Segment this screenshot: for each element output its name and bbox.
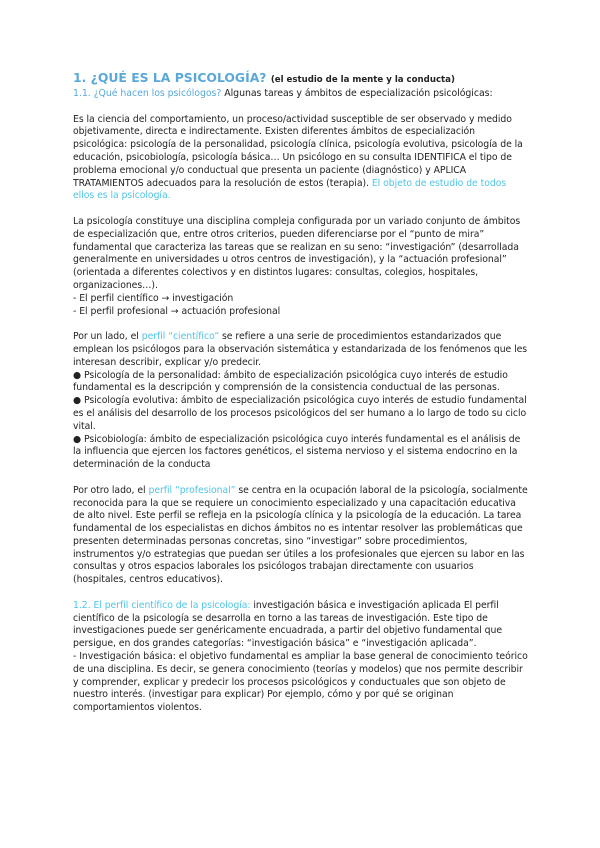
paragraph-disciplina: La psicología constituye una disciplina compleja configurada por un variado conjunto de ámbitos de especialización que, entre otros criterios, pueden diferenciarse por el “punto de mira” fundamental que caracteriza las tareas que se realizan en su seno: “investigación” (desarrollada generalmente en universidades u otros centros de investigación), y la “actuación profesional” (orientada a diferentes colectivos y en distintos lugares: consultas, colegios, hospitales, organizaciones…). xyxy=(73,215,521,291)
paragraph-definition-highlight: El objeto de estudio de todos ellos es la psicología. xyxy=(73,177,507,202)
bullet-psicobiologia: ● Psicobiología: ámbito de especialización psicológica cuyo interés fundamental es el análisis de la influencia que ejercen los factores genéticos, el sistema nervioso y el sistema endocrino en la determinación de la conducta xyxy=(73,433,521,471)
perfil-cientifico-highlight: perfil “científico” xyxy=(141,331,220,343)
list-item-investigacion-basica: - Investigación básica: el objetivo fundamental es ampliar la base general de conocimiento teórico de una disciplina. Es decir, se genera conocimiento (teorías y modelos) que nos permite describir y comprender, explicar y predecir los procesos psicológicos y conductuales que son objeto de nuestro interés. (investigar para explicar) Por ejemplo, cómo y por qué se originan comportamientos violentos. xyxy=(73,651,528,714)
document-page xyxy=(73,70,529,715)
subsection-1-2-text: investigación básica e investigación aplicada El perfil científico de la psicología se desarrolla en torno a las tareas de investigación. Este tipo de investigaciones puede ser genéricamente encuadrada, a partir del objetivo fundamental que persigue, en dos grandes categorías: “investigación básica” e “investigación aplicada”. xyxy=(73,599,503,650)
perfil-profesional-highlight: perfil “profesional” xyxy=(148,484,236,496)
paragraph-perfil-cientifico-section xyxy=(73,600,529,651)
bullet-evolutiva: ● Psicología evolutiva: ámbito de especialización psicológica cuyo interés de estudio fundamental es el análisis del desarrollo de los procesos psicológicos del ser humano a lo largo de todo su ciclo vital. xyxy=(73,395,527,432)
list-item-perfil-profesional: - El perfil profesional → actuación profesional xyxy=(73,305,281,317)
paragraph-perfil-profesional-text: se centra en la ocupación laboral de la psicología, socialmente reconocida para la que se requiere un conocimiento especializado y una capacitación educativa de alto nivel. Este perfil se refleja en la psicología clínica y la psicología de la educación. La tarea fundamental de los especialistas en dichos ámbitos no es intentar resolver las problemáticas que presenten determinadas personas concretas, sino “investigar” sobre procedimientos, instrumentos y/o estrategias que puedan ser útiles a los profesionales que ejercen su labor en las consultas y otros espacios laborales los psicólogos trabajan directamente con usuarios (hospitales, centros educativos). xyxy=(73,484,528,586)
paragraph-definition-text: Es la ciencia del comportamiento, un proceso/actividad susceptible de ser observado y medido objetivamente, directa e indirectamente. Existen diferentes ámbitos de especialización psicológica: psicología de la personalidad, psicología clínica, psicología evolutiva, psicología de la educación, psicobiología, psicología básica… Un psicólogo en su consulta IDENTIFICA el tipo de problema emocional y/o conductual que presenta un paciente (diagnóstico) y APLICA TRATAMIENTOS adecuados para la resolución de estos (terapia). xyxy=(73,113,523,189)
section-title-note: (el estudio de la mente y la conducta) xyxy=(270,75,455,85)
paragraph-lead: Por un lado, el xyxy=(73,331,142,343)
subsection-1-2-heading: 1.2. El perfil científico de la psicología: xyxy=(73,599,251,611)
section-heading xyxy=(73,70,529,88)
paragraph-perfil-profesional xyxy=(73,485,529,587)
paragraph-perfil-cientifico xyxy=(73,331,529,369)
subsection-heading xyxy=(73,88,529,101)
subsection-number: 1.1. ¿Qué hacen los psicólogos? xyxy=(73,88,222,99)
bullet-personalidad: ● Psicología de la personalidad: ámbito de especialización psicológica cuyo interés de estudio fundamental es la descripción y comprensión de la consistencia conductual de las personas. xyxy=(73,369,508,394)
paragraph-definition xyxy=(73,114,529,204)
paragraph-perfil-cientifico-text: se refiere a una serie de procedimientos estandarizados que emplean los psicólogos para la observación sistemática y estandarizada de los fenómenos que les interesan describir, explicar y/o predecir. xyxy=(73,331,528,368)
paragraph-lead: Por otro lado, el xyxy=(73,484,149,496)
section-title: 1. ¿QUÉ ES LA PSICOLOGÍA? xyxy=(73,70,267,85)
subsection-text: Algunas tareas y ámbitos de especialización psicológicas: xyxy=(221,88,493,99)
list-item-perfil-cientifico: - El perfil científico → investigación xyxy=(73,292,234,304)
